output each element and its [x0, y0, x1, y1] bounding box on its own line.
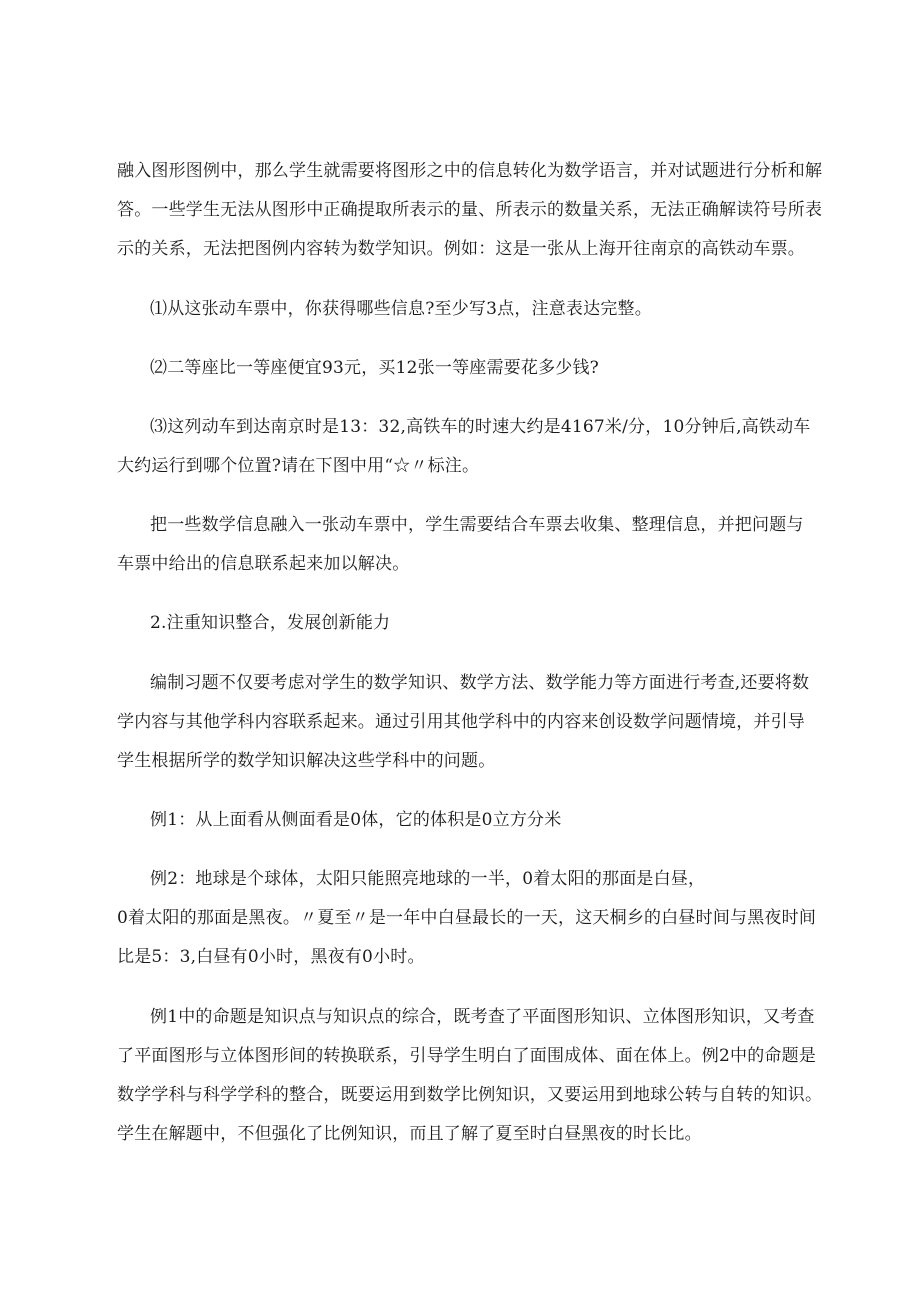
question-2: ⑵二等座比一等座便宜93元，买12张一等座需要花多少钱? — [150, 358, 599, 378]
paragraph-line: 把一些数学信息融入一张动车票中，学生需要结合车票去收集、整理信息，并把问题与 — [150, 515, 804, 535]
paragraph-line: 例1中的命题是知识点与知识点的综合，既考查了平面图形知识、立体图形知识，又考查 — [150, 1007, 815, 1027]
paragraph-line: 学生在解题中，不但强化了比例知识，而且了解了夏至时白昼黑夜的时长比。 — [117, 1124, 702, 1144]
question-3: ⑶这列动车到达南京时是13：32,高铁车的时速大约是4167米/分，10分钟后,高铁动车 — [150, 417, 811, 437]
example-2: 例2：地球是个球体，太阳只能照亮地球的一半，0着太阳的那面是白昼， — [150, 869, 706, 889]
paragraph-line: 车票中给出的信息联系起来加以解决。 — [117, 554, 410, 574]
paragraph-line: 数学学科与科学学科的整合，既要运用到数学比例知识，又要运用到地球公转与自转的知识。 — [117, 1085, 823, 1105]
section-heading: 2.注重知识整合，发展创新能力 — [150, 613, 391, 633]
paragraph-line: 了平面图形与立体图形间的转换联系，引导学生明白了面围成体、面在体上。例2中的命题是 — [117, 1046, 817, 1066]
question-1: ⑴从这张动车票中，你获得哪些信息?至少写3点，注意表达完整。 — [150, 299, 652, 319]
paragraph-line: 大约运行到哪个位置?请在下图中用“☆〃标注。 — [117, 456, 480, 476]
paragraph-line: 编制习题不仅要考虑对学生的数学知识、数学方法、数学能力等方面进行考查,还要将数 — [150, 673, 810, 693]
paragraph-line: 0着太阳的那面是黑夜。〃夏至〃是一年中白昼最长的一天，这天桐乡的白昼时间与黑夜时间 — [117, 908, 817, 928]
paragraph-line: 比是5：3,白昼有0小时，黑夜有0小时。 — [117, 947, 425, 967]
paragraph-line: 学生根据所学的数学知识解决这些学科中的问题。 — [117, 751, 496, 771]
example-1: 例1：从上面看从侧面看是0体，它的体积是0立方分米 — [150, 810, 562, 830]
paragraph-line: 融入图形图例中，那么学生就需要将图形之中的信息转化为数学语言，并对试题进行分析和解 — [117, 161, 823, 181]
paragraph-line: 示的关系，无法把图例内容转为数学知识。例如：这是一张从上海开往南京的高铁动车票。 — [117, 239, 805, 259]
paragraph-line: 学内容与其他学科内容联系起来。通过引用其他学科中的内容来创设数学问题情境，并引导 — [117, 712, 805, 732]
paragraph-line: 答。一些学生无法从图形中正确提取所表示的量、所表示的数量关系，无法正确解读符号所表 — [117, 200, 823, 220]
